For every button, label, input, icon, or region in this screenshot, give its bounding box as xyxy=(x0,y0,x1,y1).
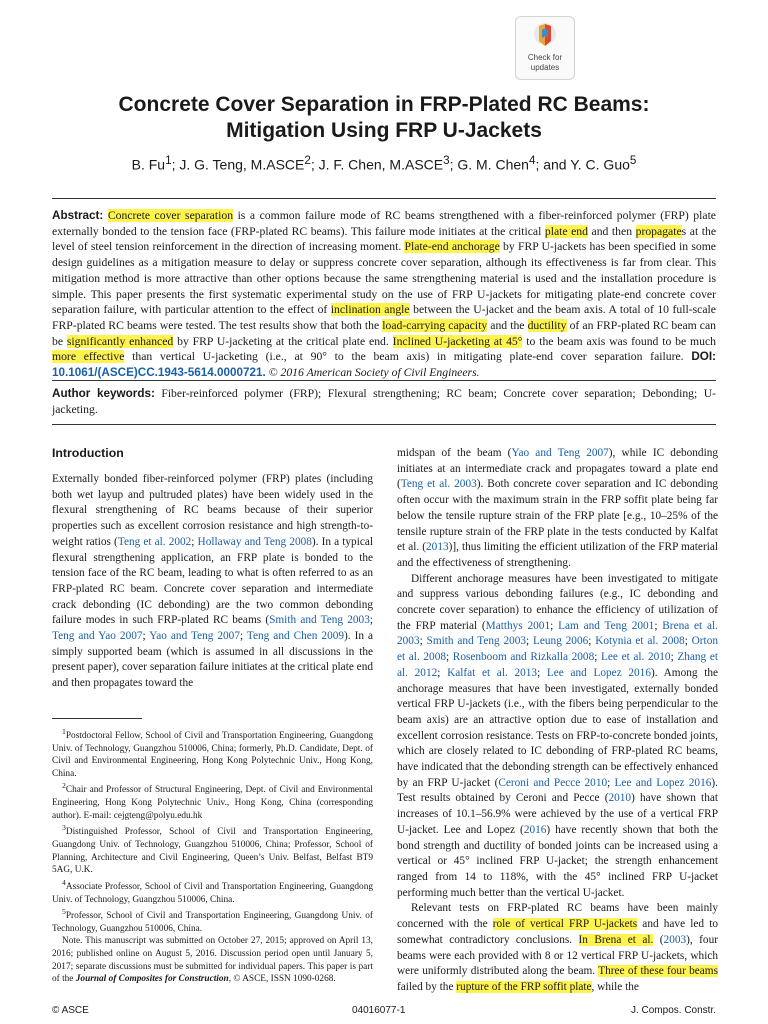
highlighted-text: rupture of the FRP soffit plate xyxy=(456,980,592,993)
abstract-top-rule xyxy=(52,198,716,199)
citation-link[interactable]: Teng and Chen 2009 xyxy=(246,630,345,643)
text-run: by FRP U-jackets has been specified in some design guidelines as a mitigation measure to delay or suppress concrete cover separation, although its effectiveness is far from clear. This mitigation method is more attractive than other options because the same strengthening material is used and the installation procedure is simple. This paper presents the first systematic experimental study on the use of FRP U-jackets for mitigating plate-end concrete cover separation failure, with particular attention to the effect of xyxy=(52,240,716,317)
citation-link[interactable]: Kotynia et al. 2008 xyxy=(595,635,685,648)
text-run: and have led to somewhat contradictory conclusions. xyxy=(397,918,718,946)
text-run: ; xyxy=(191,535,198,548)
footnote-list xyxy=(52,726,373,935)
text-run: ). Test results obtained by Ceroni and Pecce ( xyxy=(397,776,718,805)
paper-title xyxy=(40,92,728,144)
footer-publisher: © ASCE xyxy=(52,1005,89,1016)
text-run: ; xyxy=(537,666,547,679)
text-run: , while the xyxy=(591,980,639,993)
footnote-text: Associate Professor, School of Civil and Transportation Engineering, Guangdong Univ. of Technology, Guangzhou 510006, China. xyxy=(52,881,373,905)
footnote-mark: 3 xyxy=(62,823,66,833)
text-run: ; xyxy=(684,635,692,648)
text-run: )], thus limiting the efficient utilization of the FRP material and the effectiveness of strengthening. xyxy=(397,541,719,569)
text-run: ; xyxy=(526,635,533,648)
author-name: J. G. Teng, M.ASCE xyxy=(179,156,305,173)
text-run: Different anchorage measures have been investigated to mitigate and suppress various debonding failures (e.g., IC debonding and concrete cover separation) to enhance the efficiency of utilization of the FRP material ( xyxy=(397,572,718,632)
doi-link[interactable]: 10.1061/(ASCE)CC.1943-5614.0000721. xyxy=(52,366,266,380)
author-name: Y. C. Guo xyxy=(570,156,630,173)
citation-link[interactable]: Lee and Lopez 2016 xyxy=(546,666,651,679)
citation-link[interactable]: Yao and Teng 2007 xyxy=(511,447,609,459)
highlighted-text: Inclined U-jacketing at 45° xyxy=(392,334,523,348)
text-run: s at the level of steel tension reinforcement in the direction of increasing moment. xyxy=(52,224,717,254)
citation-link[interactable]: Smith and Teng 2003 xyxy=(269,614,370,627)
highlighted-text: propagate xyxy=(635,224,682,238)
badge-text-line1: Check for xyxy=(527,53,563,62)
footnote-rule xyxy=(52,718,142,719)
highlighted-text: more effective xyxy=(52,350,125,364)
author-affiliation-mark: 2 xyxy=(304,154,311,167)
body-column-left xyxy=(52,472,373,692)
footnote-5 xyxy=(52,906,373,935)
author-name: J. F. Chen, M.ASCE xyxy=(318,156,444,173)
highlighted-text: Concrete cover separation xyxy=(107,209,234,222)
footnote-4 xyxy=(52,877,373,906)
title-line-1: Concrete Cover Separation in FRP-Plated RC Beams: xyxy=(118,93,650,116)
footnote-2 xyxy=(52,780,373,822)
abstract xyxy=(52,208,716,381)
footnote-mark: 1 xyxy=(62,727,66,736)
text-run: ; xyxy=(594,651,601,664)
text-run: Relevant tests on FRP-plated RC beams have been mainly concerned with the xyxy=(397,902,718,931)
text-run: ; xyxy=(142,630,150,643)
intro-paragraph-2 xyxy=(397,446,718,572)
author-affiliation-mark: 1 xyxy=(165,154,172,167)
citation-link[interactable]: Lee and Lopez 2016 xyxy=(614,776,712,789)
abstract-label: Abstract: xyxy=(52,209,104,222)
author-separator: ; xyxy=(310,156,319,173)
highlighted-text: role of vertical FRP U-jackets xyxy=(492,918,638,931)
text-run: ; xyxy=(239,630,247,643)
intro-paragraph-4 xyxy=(397,901,718,995)
citation-link[interactable]: Teng et al. 2003 xyxy=(400,478,477,491)
keywords-bottom-rule xyxy=(52,424,716,425)
highlighted-text: ductility xyxy=(527,318,567,332)
text-run: Externally bonded fiber-reinforced polymer (FRP) plates (including both wet layup and pultruded plates) have been widely used in the flexural strengthening of RC beams because of their superior properties such as excellent corrosion resistance and high strength-to-weight ratios ( xyxy=(52,473,373,548)
highlighted-text: In Brena et al. xyxy=(578,933,654,946)
text-run: ; xyxy=(437,666,448,679)
citation-link[interactable]: Leung 2006 xyxy=(532,635,589,648)
keywords-label: Author keywords: xyxy=(52,387,155,400)
citation-link[interactable]: Brena et al. 2003 xyxy=(397,619,718,648)
citation-link[interactable]: Ceroni and Pecce 2010 xyxy=(498,776,608,789)
author-keywords xyxy=(52,386,716,417)
note-tail: , © ASCE, ISSN 1090-0268. xyxy=(228,974,336,985)
highlighted-text: Plate-end anchorage xyxy=(404,240,500,254)
text-run: ( xyxy=(653,933,664,946)
text-run: ; xyxy=(550,619,559,632)
keywords-text: Fiber-reinforced polymer (FRP); Flexural strengthening; RC beam; Concrete cover separation; Debonding; U-jacketing. xyxy=(52,387,717,416)
section-heading-introduction: Introduction xyxy=(52,446,124,460)
title-line-2: Mitigation Using FRP U-Jackets xyxy=(226,119,542,142)
text-run: of an FRP-plated RC beam can be xyxy=(52,318,717,348)
citation-link[interactable]: Zhang et al. 2012 xyxy=(397,651,718,679)
abstract-body xyxy=(52,209,716,363)
text-run: ), while IC debonding initiates at an intermediate crack and propagates toward a plate end ( xyxy=(397,447,719,491)
text-run: than vertical U-jacketing (i.e., at 90° to the beam axis) in mitigating plate-end cover separation failure. xyxy=(124,350,692,364)
footnote-text: Distinguished Professor, School of Civil and Transportation Engineering, Guangdong Univ. of Technology, Guangzhou 510006, China; Professor, School of Planning, Architecture and Civil Engineering, Queen’s Univ. Belfast, Belfast BT9 5AG, U.K. xyxy=(52,827,373,876)
text-run: to the beam axis was found to be much xyxy=(522,334,716,348)
footnote-text: Chair and Professor of Structural Engineering, Dept. of Civil and Environmental Engineering, Hong Kong Polytechnic Univ., Hong Kong, China (corresponding author). E-mail: cejgteng@polyu.edu.hk xyxy=(52,785,373,821)
author-affiliation-mark: 5 xyxy=(629,154,637,167)
footnote-mark: 4 xyxy=(62,877,66,887)
text-run: failed by the xyxy=(397,980,457,993)
text-run: ; xyxy=(607,776,615,789)
citation-link[interactable]: 2010 xyxy=(608,792,632,805)
text-run: ; xyxy=(670,651,678,664)
text-run: ). In a typical flexural strengthening application, an FRP plate is bonded to the tension face of the RC beam, leading to what is often referred to as an FRP-plated RC beam. Concrete cover separation and intermediate crack debonding (IC debonding) are the two common debonding failure modes in such FRP-plated RC beams ( xyxy=(52,535,373,627)
body-column-right xyxy=(397,446,718,996)
text-run: ) have recently shown that both the bond strength and ductility of bonded joints can be increased using a vertical or 45° inclined FRP U-jacket; the strength enhancement ranged from 14 to 118%, with the 45° inclined FRP U-jacket performing much better than the vertical U-jacket. xyxy=(397,823,718,899)
check-for-updates-badge[interactable] xyxy=(515,16,575,80)
highlighted-text: inclination angle xyxy=(330,303,410,317)
citation-link[interactable]: Hollaway and Teng 2008 xyxy=(197,535,312,548)
journal-name: Journal of Composites for Construction xyxy=(75,974,229,985)
text-run: is a common failure mode of RC beams strengthened with a fiber-reinforced polymer (FRP) plate externally bonded to the tension face (FRP-plated RC beams). This failure mode initiates at the critical xyxy=(52,209,716,238)
text-run: ). In a simply supported beam (which is assumed in all discussions in the present paper), cover separation failure initiates at the critical plate end and then propagates toward the xyxy=(52,630,373,690)
citation-link[interactable]: 2003 xyxy=(663,933,687,946)
note-text: Note. This manuscript was submitted on October 27, 2015; approved on April 13, 2016; published online on August 5, 2016. Discussion period open until January 5, 2017; separate discussions must be submitted for individual papers. This paper is part of the xyxy=(52,936,373,985)
citation-link[interactable]: Orton et al. 2008 xyxy=(397,635,718,664)
manuscript-note xyxy=(52,935,373,985)
highlighted-text: Three of these four beams xyxy=(598,965,718,978)
citation-link[interactable]: Lam and Teng 2001 xyxy=(558,619,655,632)
author-name: G. M. Chen xyxy=(457,156,529,173)
citation-link[interactable]: Smith and Teng 2003 xyxy=(426,635,527,648)
highlighted-text: load-carrying capacity xyxy=(382,318,488,332)
author-affiliation-mark: 3 xyxy=(443,154,450,167)
copyright-notice: © 2016 American Society of Civil Engineers. xyxy=(268,366,480,380)
text-run: midspan of the beam ( xyxy=(397,447,512,459)
intro-paragraph-1 xyxy=(52,472,373,692)
citation-link[interactable]: Yao and Teng 2007 xyxy=(149,630,240,643)
footnote-3 xyxy=(52,822,373,876)
footnote-mark: 2 xyxy=(62,781,66,791)
author-list xyxy=(40,154,728,173)
keywords-rule xyxy=(52,380,716,381)
text-run: by FRP U-jacketing at the critical plate end. xyxy=(173,334,393,348)
badge-text-line2: updates xyxy=(530,63,560,72)
author-separator: ; xyxy=(449,156,458,173)
text-run: ; xyxy=(419,635,427,648)
citation-link[interactable]: Teng and Yao 2007 xyxy=(52,630,143,643)
author-affiliation-mark: 4 xyxy=(528,154,536,167)
highlighted-text: plate end xyxy=(544,224,588,238)
footnotes xyxy=(52,726,373,986)
author-separator: ; and xyxy=(535,156,571,173)
text-run: and the xyxy=(487,318,528,332)
author-name: B. Fu xyxy=(131,156,166,173)
citation-link[interactable]: Rosenboom and Rizkalla 2008 xyxy=(452,651,595,664)
footnote-1 xyxy=(52,726,373,780)
intro-paragraph-3 xyxy=(397,572,718,902)
text-run: ) have shown that increases of 10.1–56.9% were achieved by the use of a vertical FRP U-jacket. Lee and Lopez ( xyxy=(397,792,718,836)
text-run: ), four beams were each provided with 8 or 12 vertical FRP U-jackets, which were uniformly distributed along the beam. xyxy=(397,933,718,978)
citation-link[interactable]: 2016 xyxy=(523,823,547,836)
text-run: between the U-jacket and the beam axis. A total of 10 full-scale FRP-plated RC beams were tested. The test results show that both the xyxy=(52,303,716,332)
bookmark-ribbon-icon xyxy=(532,22,558,52)
citation-link[interactable]: 2013 xyxy=(426,541,449,554)
text-run: ; xyxy=(369,614,373,627)
footnote-mark: 5 xyxy=(62,907,66,917)
citation-link[interactable]: Kalfat et al. 2013 xyxy=(447,666,538,679)
footnote-text: Professor, School of Civil and Transportation Engineering, Guangdong Univ. of Technology, Guangzhou 510006, China. xyxy=(52,911,373,934)
citation-link[interactable]: Matthys 2001 xyxy=(485,619,551,632)
doi-label: DOI: xyxy=(691,350,716,364)
footnote-text: Postdoctoral Fellow, School of Civil and Transportation Engineering, Guangdong Univ. of Technology, Guangzhou 510006, China; formerly, Ph.D. Candidate, Dept. of Civil and Environmental Engineering, Hong Kong Polytechnic Univ., Hong Kong, China. xyxy=(52,731,373,779)
footer-page-id: 04016077-1 xyxy=(352,1005,406,1016)
text-run: ). Both concrete cover separation and IC debonding often occur with the maximum strain in the FRP soffit plate being far below the tensile rupture strain of the FRP plate [e.g., 10–25% of the tensile rupture strain of the FRP plate in the tests conducted by Kalfat et al. ( xyxy=(397,478,718,554)
text-run: ; xyxy=(446,651,453,664)
footer-journal-abbrev: J. Compos. Constr. xyxy=(630,1005,716,1016)
citation-link[interactable]: Teng et al. 2002 xyxy=(117,535,192,548)
author-separator: ; xyxy=(171,156,180,173)
text-run: ). Among the anchorage measures that have been investigated, externally bonded vertical FRP U-jackets (i.e., with the fibers being perpendicular to the beam axis) are an attractive option due to ease of installation and excellent corrosion resistance. Tests on FRP-to-concrete bonded joints, which are closely related to IC debonding of FRP-plated RC beams, have indicated that the debonding strength can be effectively enhanced by an FRP U-jacket ( xyxy=(397,666,718,789)
text-run: and then xyxy=(587,224,636,238)
text-run: ; xyxy=(588,635,596,648)
highlighted-text: significantly enhanced xyxy=(66,334,174,348)
citation-link[interactable]: Lee et al. 2010 xyxy=(601,651,671,664)
text-run: ; xyxy=(654,619,663,632)
